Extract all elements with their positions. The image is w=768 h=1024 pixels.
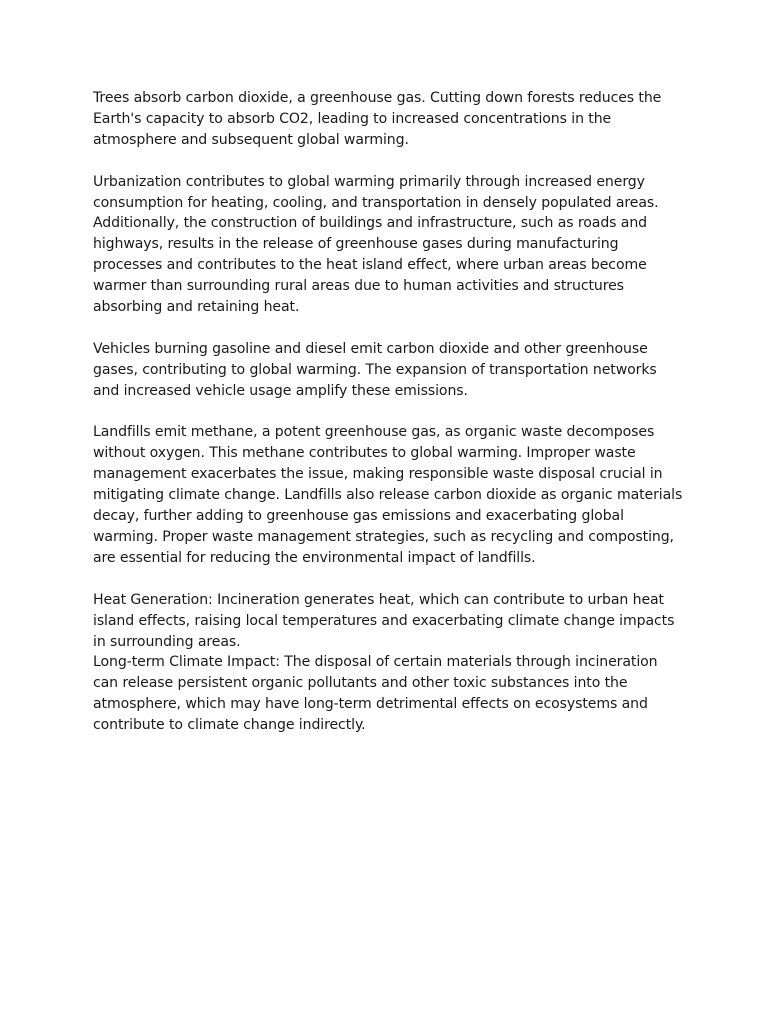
paragraph-landfills: Landfills emit methane, a potent greenhouse gas, as organic waste decomposes without oxygen. This methane contributes to global warming. Improper waste management exacerbates the issue, making responsible waste disposal crucial in mitigating climate change. Landfills also release carbon dioxide as organic materials decay, further adding to greenhouse gas emissions and exacerbating global warming. Proper waste management strategies, such as recycling and composting, are essential for reducing the environmental impact of landfills.: [93, 424, 683, 566]
paragraph-vehicles: Vehicles burning gasoline and diesel emit carbon dioxide and other greenhouse gases, contributing to global warming. The expansion of transportation networks and increased vehicle usage amplify these emissions.: [93, 340, 657, 399]
paragraph-deforestation: Trees absorb carbon dioxide, a greenhouse gas. Cutting down forests reduces the Earth's capacity to absorb CO2, leading to increased concentrations in the atmosphere and subsequent global warming.: [93, 90, 662, 148]
paragraph-urbanization: Urbanization contributes to global warming primarily through increased energy consumption for heating, cooling, and transportation in densely populated areas. Additionally, the construction of buildings and infrastructure, such as roads and highways, results in the release of greenhouse gases during manufacturing processes and contributes to the heat island effect, where urban areas become warmer than surrounding rural areas due to human activities and structures absorbing and retaining heat.: [93, 173, 659, 316]
document-page: [93, 88, 683, 736]
paragraph-heat-generation: Heat Generation: Incineration generates heat, which can contribute to urban heat island effects, raising local temperatures and exacerbating climate change impacts in surrounding areas.: [93, 591, 675, 650]
paragraph-long-term-impact: Long-term Climate Impact: The disposal of certain materials through incineration can release persistent organic pollutants and other toxic substances into the atmosphere, which may have long-term detrimental effects on ecosystems and contribute to climate change indirectly.: [93, 654, 658, 734]
